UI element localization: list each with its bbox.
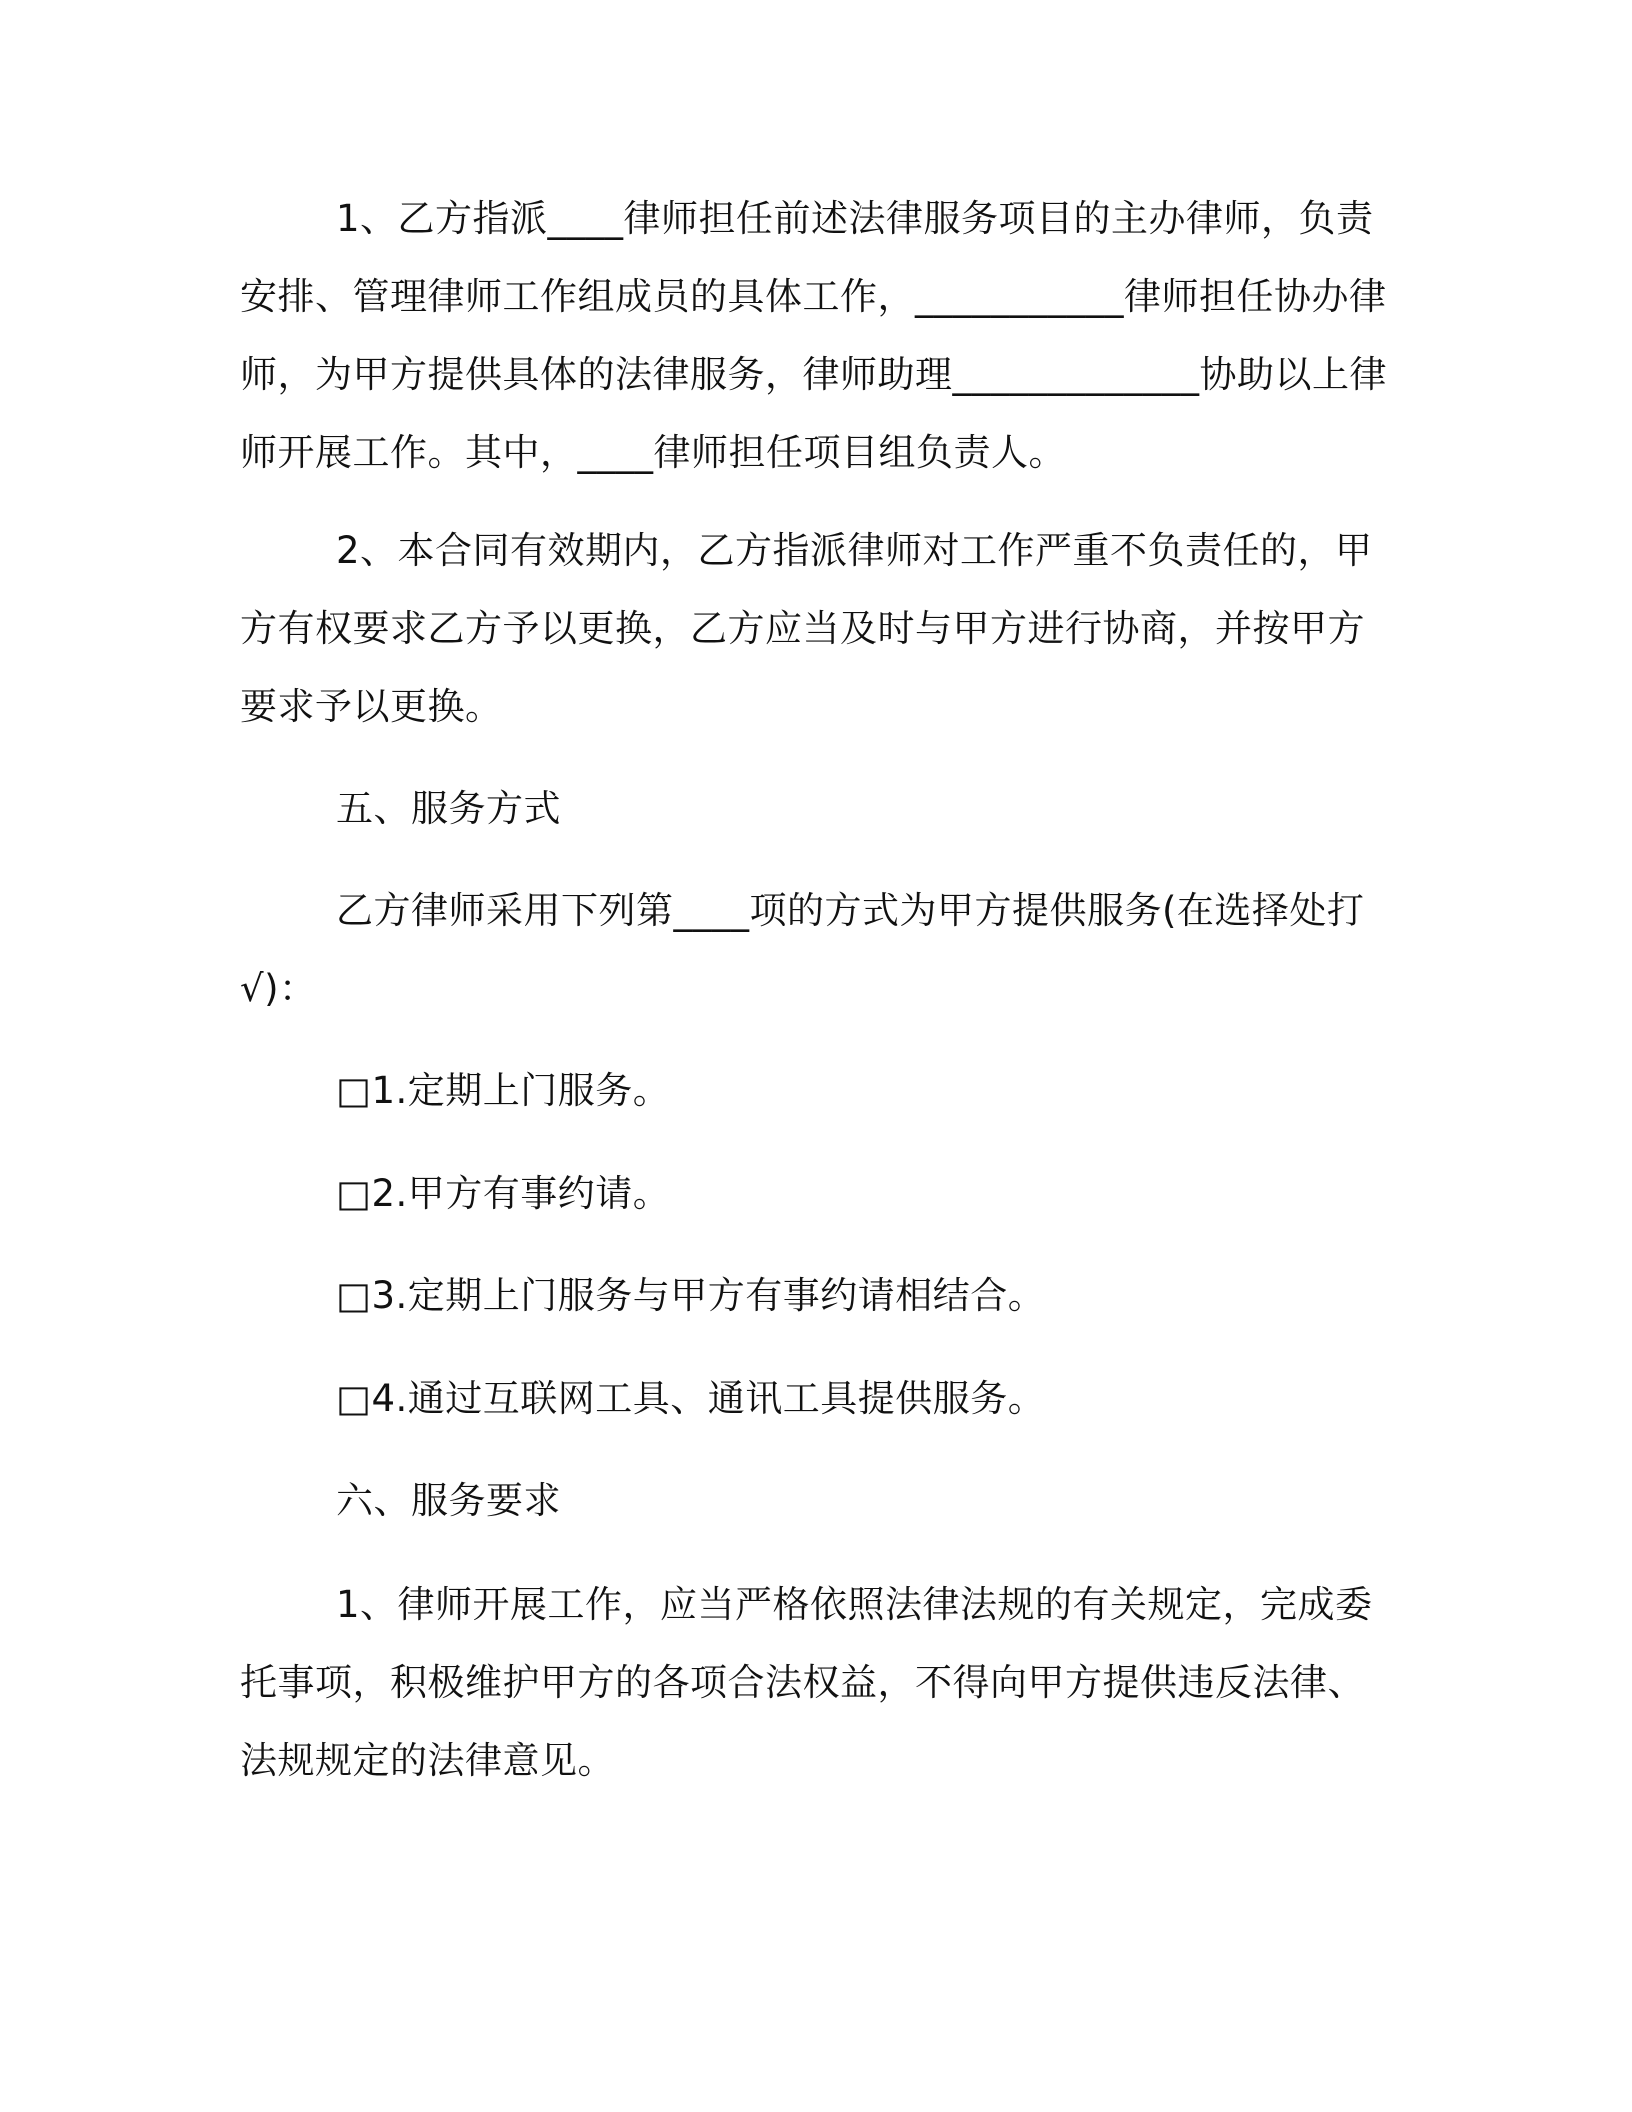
paragraph-line: 乙方律师采用下列第____项的方式为甲方提供服务(在选择处打 [336,889,1365,932]
option-item: □1.定期上门服务。 [336,1069,671,1112]
paragraph-line: 安排、管理律师工作组成员的具体工作，___________律师担任协办律 [240,275,1387,318]
clause-service-requirement-1 [240,1566,1400,1800]
section-heading-service-requirements: 六、服务要求 [336,1479,561,1522]
section-heading-service-method: 五、服务方式 [336,787,561,830]
clause-lawyer-assignment [240,180,1400,492]
paragraph-line: 方有权要求乙方予以更换，乙方应当及时与甲方进行协商，并按甲方 [240,607,1365,650]
paragraph-line: 1、律师开展工作，应当严格依照法律法规的有关规定，完成委 [336,1583,1373,1626]
paragraph-line: 要求予以更换。 [240,685,503,728]
paragraph-line: 师，为甲方提供具体的法律服务，律师助理_____________协助以上律 [240,353,1387,396]
option-item: □3.定期上门服务与甲方有事约请相结合。 [336,1274,1046,1317]
clause-service-method-choice [240,872,1400,1028]
option-item: □2.甲方有事约请。 [336,1172,671,1215]
option-item: □4.通过互联网工具、通讯工具提供服务。 [336,1377,1046,1420]
clause-lawyer-replacement [240,512,1400,746]
paragraph-line: 1、乙方指派____律师担任前述法律服务项目的主办律师，负责 [336,197,1374,240]
paragraph-line: 托事项，积极维护甲方的各项合法权益，不得向甲方提供违反法律、 [240,1661,1365,1704]
paragraph-line: 2、本合同有效期内，乙方指派律师对工作严重不负责任的，甲 [336,529,1373,572]
paragraph-line: √)： [240,967,317,1010]
paragraph-line: 法规规定的法律意见。 [240,1739,615,1782]
paragraph-line: 师开展工作。其中，____律师担任项目组负责人。 [240,431,1066,474]
